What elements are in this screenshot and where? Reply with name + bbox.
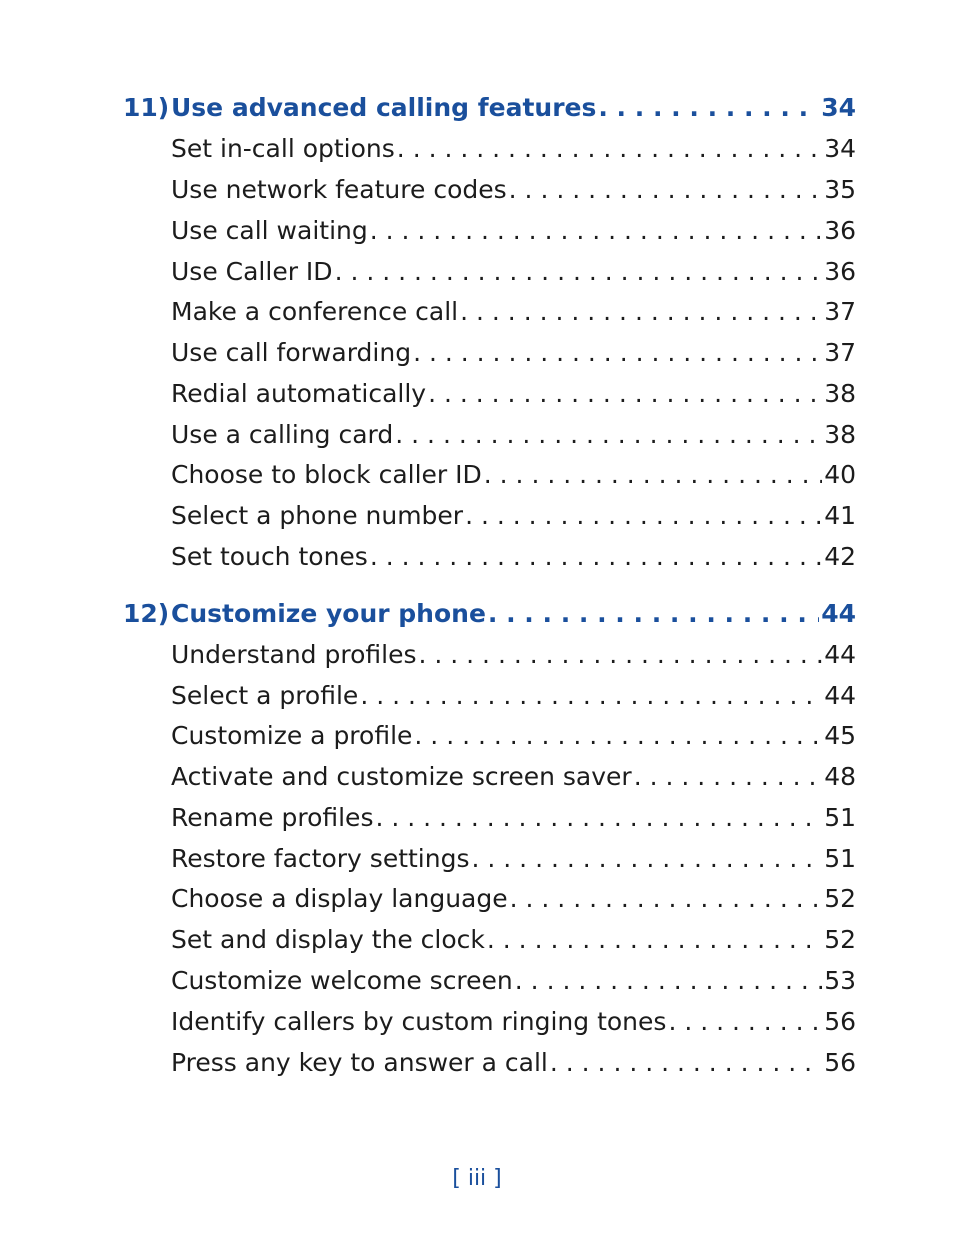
dot-leader	[598, 90, 819, 126]
dot-leader	[428, 376, 822, 412]
dot-leader	[414, 718, 822, 754]
entry-label: Redial automatically	[171, 379, 427, 408]
entry-page: 42	[824, 542, 856, 571]
entry-label: Restore factory settings	[171, 844, 470, 873]
toc-entry[interactable]	[171, 841, 856, 877]
dot-leader	[460, 294, 822, 330]
entry-page: 48	[824, 762, 856, 791]
entry-page: 52	[824, 884, 856, 913]
toc-entry[interactable]	[171, 759, 856, 795]
entry-label: Use network feature codes	[171, 175, 507, 204]
dot-leader	[634, 759, 822, 795]
entry-label: Select a phone number	[171, 501, 464, 530]
entry-label: Select a profile	[171, 681, 359, 710]
dot-leader	[510, 881, 823, 917]
entry-label: Set in-call options	[171, 134, 395, 163]
entry-label: Choose to block caller ID	[171, 460, 482, 489]
entry-label: Rename profiles	[171, 803, 374, 832]
toc-entry[interactable]	[171, 1004, 856, 1040]
toc-heading-11[interactable]	[123, 90, 856, 126]
section-number: 11)	[123, 93, 170, 122]
dot-leader	[472, 841, 823, 877]
toc-entry[interactable]	[171, 335, 856, 371]
section-page: 34	[821, 93, 856, 122]
entry-label: Choose a display language	[171, 884, 508, 913]
dot-leader	[465, 498, 822, 534]
toc-entry[interactable]	[171, 213, 856, 249]
entry-page: 45	[824, 721, 856, 750]
entry-label: Set and display the clock	[171, 925, 485, 954]
entry-page: 44	[824, 640, 856, 669]
toc-entry[interactable]	[171, 963, 856, 999]
toc-entry[interactable]	[171, 417, 856, 453]
dot-leader	[550, 1045, 822, 1081]
section-number: 12)	[123, 599, 170, 628]
toc-entry[interactable]	[171, 922, 856, 958]
entry-label: Make a conference call	[171, 297, 459, 326]
toc-entry[interactable]	[171, 718, 856, 754]
entry-label: Use a calling card	[171, 420, 394, 449]
toc-entry[interactable]	[171, 678, 856, 714]
entry-page: 56	[824, 1007, 856, 1036]
entry-page: 38	[824, 379, 856, 408]
entry-page: 34	[824, 134, 856, 163]
entry-label: Customize welcome screen	[171, 966, 513, 995]
dot-leader	[335, 254, 823, 290]
entry-page: 35	[824, 175, 856, 204]
section-title: Customize your phone	[171, 599, 486, 628]
toc-entry[interactable]	[171, 457, 856, 493]
entry-page: 41	[824, 501, 856, 530]
dot-leader	[488, 596, 819, 632]
entry-label: Press any key to answer a call	[171, 1048, 548, 1077]
toc-heading-12[interactable]	[123, 596, 856, 632]
dot-leader	[484, 457, 822, 493]
toc-entry[interactable]	[171, 131, 856, 167]
entry-page: 40	[824, 460, 856, 489]
entry-page: 52	[824, 925, 856, 954]
toc-entry[interactable]	[171, 294, 856, 330]
dot-leader	[487, 922, 822, 958]
toc-entry[interactable]	[171, 637, 856, 673]
toc-entry[interactable]	[171, 800, 856, 836]
section-title: Use advanced calling features	[171, 93, 597, 122]
dot-leader	[668, 1004, 822, 1040]
dot-leader	[397, 131, 822, 167]
entry-page: 51	[824, 803, 856, 832]
toc-entry[interactable]	[171, 172, 856, 208]
toc-entry[interactable]	[171, 376, 856, 412]
dot-leader	[413, 335, 822, 371]
dot-leader	[509, 172, 823, 208]
entry-label: Identify callers by custom ringing tones	[171, 1007, 667, 1036]
entry-page: 56	[824, 1048, 856, 1077]
entry-page: 38	[824, 420, 856, 449]
toc-entry[interactable]	[171, 498, 856, 534]
entry-page: 53	[824, 966, 856, 995]
entry-page: 37	[824, 297, 856, 326]
entry-label: Set touch tones	[171, 542, 368, 571]
toc-entry[interactable]	[171, 881, 856, 917]
dot-leader	[375, 800, 822, 836]
toc-entry[interactable]	[171, 1045, 856, 1081]
section-page: 44	[821, 599, 856, 628]
entry-label: Use call forwarding	[171, 338, 412, 367]
entry-page: 51	[824, 844, 856, 873]
toc-entry[interactable]	[171, 539, 856, 575]
page-number-footer: [ iii ]	[452, 1166, 502, 1191]
dot-leader	[515, 963, 822, 999]
dot-leader	[395, 417, 822, 453]
entry-label: Understand profiles	[171, 640, 417, 669]
entry-page: 44	[824, 681, 856, 710]
dot-leader	[360, 678, 822, 714]
dot-leader	[370, 539, 822, 575]
entry-page: 36	[824, 257, 856, 286]
entry-label: Activate and customize screen saver	[171, 762, 632, 791]
dot-leader	[370, 213, 822, 249]
entry-label: Use call waiting	[171, 216, 368, 245]
entry-page: 37	[824, 338, 856, 367]
toc-entry[interactable]	[171, 254, 856, 290]
entry-label: Customize a profile	[171, 721, 413, 750]
entry-page: 36	[824, 216, 856, 245]
dot-leader	[418, 637, 822, 673]
entry-label: Use Caller ID	[171, 257, 333, 286]
